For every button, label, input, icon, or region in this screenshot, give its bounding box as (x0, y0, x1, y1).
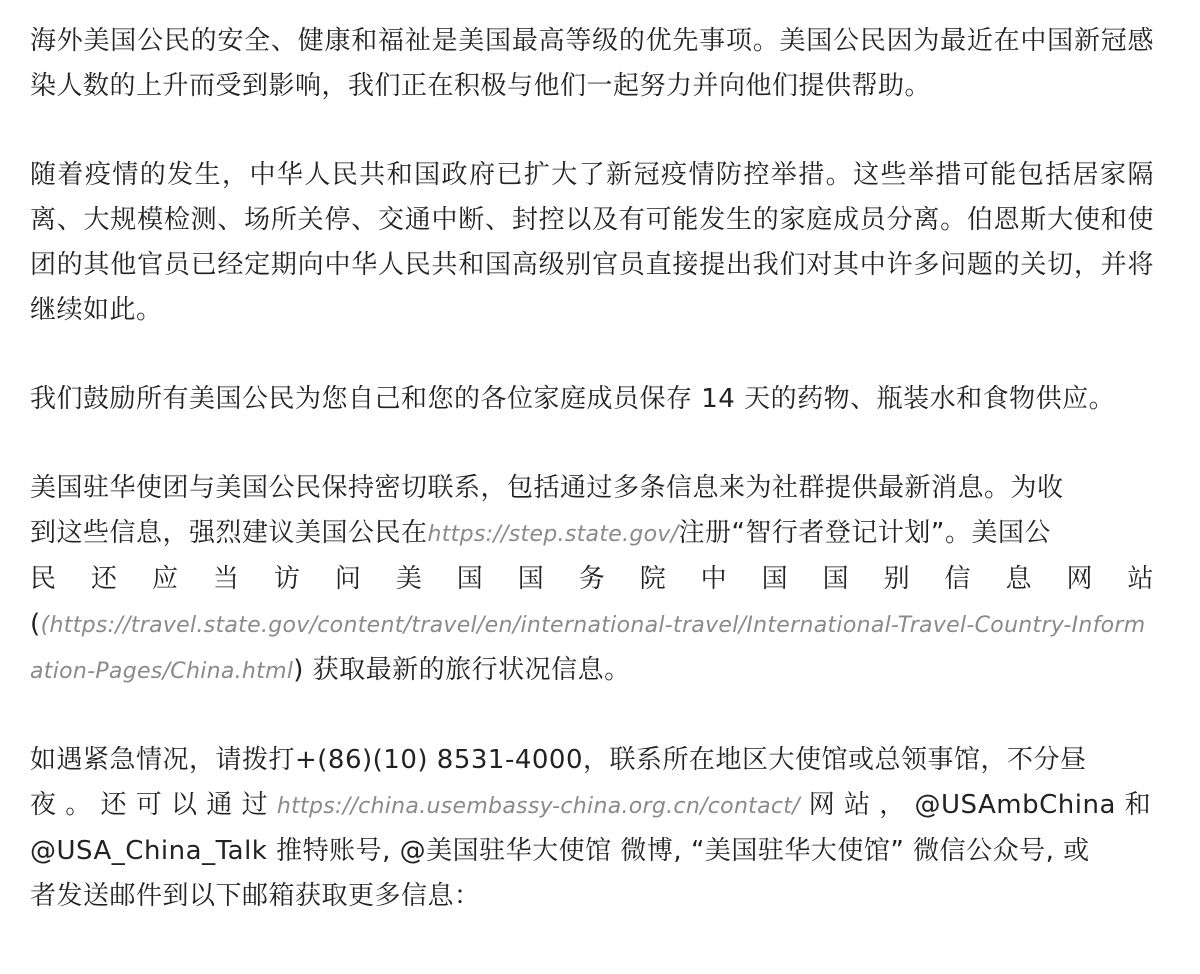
emergency-line-2-tail: 网 站 ， @USAmbChina 和 (799, 790, 1152, 820)
spread-char: 问 (334, 564, 362, 594)
spread-char: 站 (1127, 564, 1154, 594)
emergency-line-2-text: 夜 。 还 可 以 通 过 (30, 790, 277, 820)
spread-char: 国 (822, 564, 850, 594)
spread-char: 务 (578, 564, 606, 594)
spread-char: 国 (456, 564, 484, 594)
step-line-2-text: 到这些信息，强烈建议美国公民在 (30, 518, 428, 548)
step-line-2 (30, 511, 1154, 557)
spread-char: 院 (639, 564, 667, 594)
spread-char: 别 (883, 564, 911, 594)
emergency-line-4: 者发送邮件到以下邮箱获取更多信息： (30, 881, 481, 911)
spread-char: 应 (151, 564, 179, 594)
step-line-2-tail: 注册“智行者登记计划”。美国公 (678, 518, 1051, 548)
spread-char: 当 (212, 564, 240, 594)
spread-char: 息 (1005, 564, 1033, 594)
paragraph-step-registration (30, 466, 1154, 694)
travel-link-block (30, 602, 1154, 694)
spread-char: 访 (273, 564, 301, 594)
paragraph-safety: 海外美国公民的安全、健康和福祉是美国最高等级的优先事项。美国公民因为最近在中国新冠感染人数的上升而受到影响，我们正在积极与他们一起努力并向他们提供帮助。 (30, 26, 1154, 101)
travel-info-tail: ) 获取最新的旅行状况信息。 (293, 655, 631, 685)
emergency-line-3: @USA_China_Talk 推特账号, @美国驻华大使馆 微博, “美国驻华大使馆” 微信公众号, 或 (30, 836, 1090, 866)
travel-info-link[interactable]: (https://travel.state.gov/content/travel/en/international-travel/International-Travel-Country-Information-Pages/China.html (30, 613, 1146, 684)
step-line-1: 美国驻华使团与美国公民保持密切联系，包括通过多条信息来为社群提供最新消息。为收 (30, 473, 1064, 503)
spread-char: 还 (90, 564, 118, 594)
spread-char: 信 (944, 564, 972, 594)
spread-char: 国 (517, 564, 545, 594)
spread-char: 美 (395, 564, 423, 594)
spread-char: 网 (1066, 564, 1093, 594)
paragraph-emergency-contact (30, 738, 1154, 919)
spread-char: 中 (700, 564, 728, 594)
spread-char: 民 (30, 564, 57, 594)
paragraph-prc-measures: 随着疫情的发生，中华人民共和国政府已扩大了新冠疫情防控举措。这些举措可能包括居家隔离、大规模检测、场所关停、交通中断、封控以及有可能发生的家庭成员分离。伯恩斯大使和使团的其他官员已经定期向中华人民共和国高级别官员直接提出我们对其中许多问题的关切，并将继续如此。 (30, 160, 1154, 325)
paragraph-supplies: 我们鼓励所有美国公民为您自己和您的各位家庭成员保存 14 天的药物、瓶装水和食物供应。 (30, 384, 1116, 414)
step-link[interactable]: https://step.state.gov/ (427, 522, 679, 547)
emergency-line-1: 如遇紧急情况，请拨打+(86)(10) 8531-4000，联系所在地区大使馆或总领事馆，不分昼 (30, 745, 1087, 775)
contact-link[interactable]: https://china.usembassy-china.org.cn/contact/ (276, 794, 800, 819)
article-body (30, 19, 1154, 963)
emergency-line-2 (30, 783, 1154, 829)
spread-char: 国 (761, 564, 789, 594)
open-paren: ( (30, 609, 41, 639)
step-line-3 (30, 557, 1154, 602)
